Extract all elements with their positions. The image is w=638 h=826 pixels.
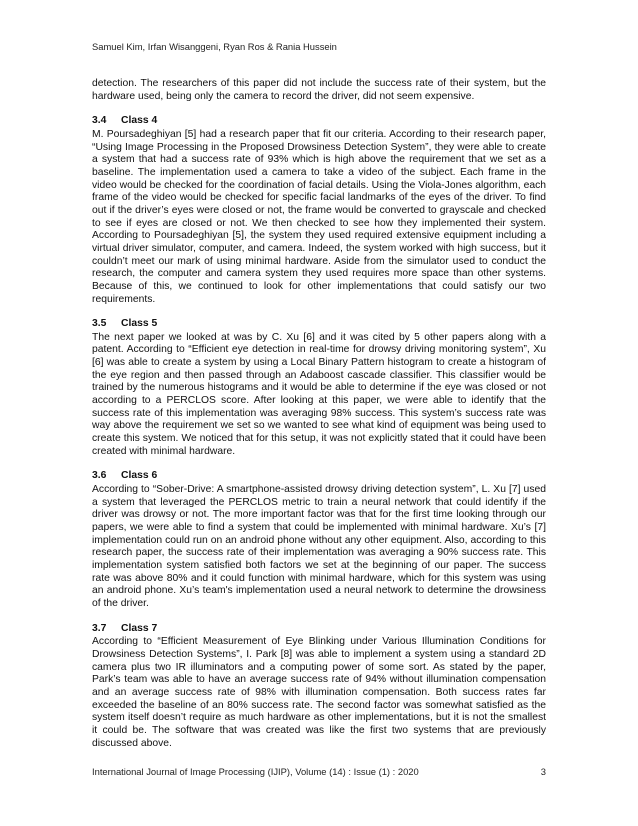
intro-paragraph: detection. The researchers of this paper did not include the success rate of their system, but the hardware used, being only the camera to record the driver, did not seem expensive. bbox=[92, 78, 546, 102]
section-3-4 bbox=[92, 115, 546, 306]
section-3-6 bbox=[92, 470, 546, 610]
section-3-5 bbox=[92, 318, 546, 458]
page-body bbox=[92, 78, 546, 750]
section-body: According to “Sober-Drive: A smartphone-assisted drowsy driving detection system”, L. Xu [7] used a system that leveraged the PERCLOS metric to train a neural network that could identify if the driver was drowsy or not. The more important factor was that for the first time looking through our papers, we were able to find a system that could be implemented with minimal hardware. Xu’s [7] implementation could run on an android phone without any other equipment. Also, according to this research paper, the success rate of their implementation was averaging a 90% success rate. This implementation system satisfied both factors we set at the beginning of our paper. The success rate was above 80% and it could function with minimal hardware, which for this system was using an android phone. Xu’s team's implementation used a neural network to determine the drowsiness of the driver. bbox=[92, 484, 546, 609]
section-title: Class 4 bbox=[121, 115, 158, 127]
section-heading bbox=[92, 623, 546, 636]
section-number: 3.6 bbox=[92, 470, 107, 482]
section-body: According to “Efficient Measurement of Eye Blinking under Various Illumination Conditions for Drowsiness Detection Systems”, I. Park [8] was able to implement a system using a standard 2D camera plus two IR illuminators and a computing power of some sort. As stated by the paper, Park’s team was able to have an average success rate of 94% without illumination compensation and an average success rate of 98% with illumination compensation. Both success rates far exceeded the baseline of an 80% success rate. The second factor was somewhat satisfied as the system itself doesn’t require as much hardware as other implementations, but it is not the smallest it could be. The software that was created was like the first two systems that are previously discussed above. bbox=[92, 636, 546, 749]
section-title: Class 6 bbox=[121, 470, 158, 482]
section-body: M. Poursadeghiyan [5] had a research paper that fit our criteria. According to their research paper, “Using Image Processing in the Proposed Drowsiness Detection System”, they were able to create a system that had a success rate of 93% which is high above the requirement that we set as a baseline. The implementation used a camera to take a video of the subject. Each frame in the video would be checked for the coordination of facial details. Using the Viola-Jones algorithm, each frame of the video would be checked for specific facial landmarks of the eyes of the driver. To find out if the driver’s eyes were closed or not, the frame would be converted to grayscale and checked to see if eyes are closed or not. We then checked to see how they implemented their system. According to Poursadeghiyan [5], the system they used required extensive equipment including a virtual driver simulator, computer, and camera. Indeed, the system worked with high success, but it couldn’t meet our mark of using minimal hardware. Aside from the simulator used to conduct the research, the computer and camera system they used requires more space than other systems. Because of this, we continued to look for other implementations that could satisfy our two requirements. bbox=[92, 128, 546, 305]
section-title: Class 5 bbox=[121, 318, 158, 330]
running-header: Samuel Kim, Irfan Wisanggeni, Ryan Ros & Rania Hussein bbox=[92, 41, 337, 52]
section-number: 3.5 bbox=[92, 318, 107, 330]
section-title: Class 7 bbox=[121, 622, 158, 634]
section-number: 3.7 bbox=[92, 622, 107, 634]
section-heading bbox=[92, 470, 546, 483]
page-footer bbox=[92, 766, 546, 777]
section-3-7 bbox=[92, 623, 546, 751]
section-number: 3.4 bbox=[92, 115, 107, 127]
section-body: The next paper we looked at was by C. Xu [6] and it was cited by 5 other papers along with a patent. According to “Efficient eye detection in real-time for drowsy driving monitoring system”, Xu [6] was able to create a system by using a Local Binary Pattern histogram to create a histogram of the eye region and then passed through an Adaboost cascade classifier. This classifier would be trained by the numerous histograms and it would be able to determine if the eye was closed or not according to a PERCLOS score. After looking at this paper, we were able to identify that the success rate of this implementation was averaging 98% success. This system’s success rate was way above the requirement we set so we wanted to see what kind of equipment was being used to create this system. We noticed that for this setup, it was not explicitly stated that it could have been created with minimal hardware. bbox=[92, 331, 546, 457]
section-heading bbox=[92, 115, 546, 128]
journal-citation: International Journal of Image Processing (IJIP), Volume (14) : Issue (1) : 2020 bbox=[92, 766, 419, 777]
section-heading bbox=[92, 318, 546, 331]
page-number: 3 bbox=[540, 766, 546, 777]
